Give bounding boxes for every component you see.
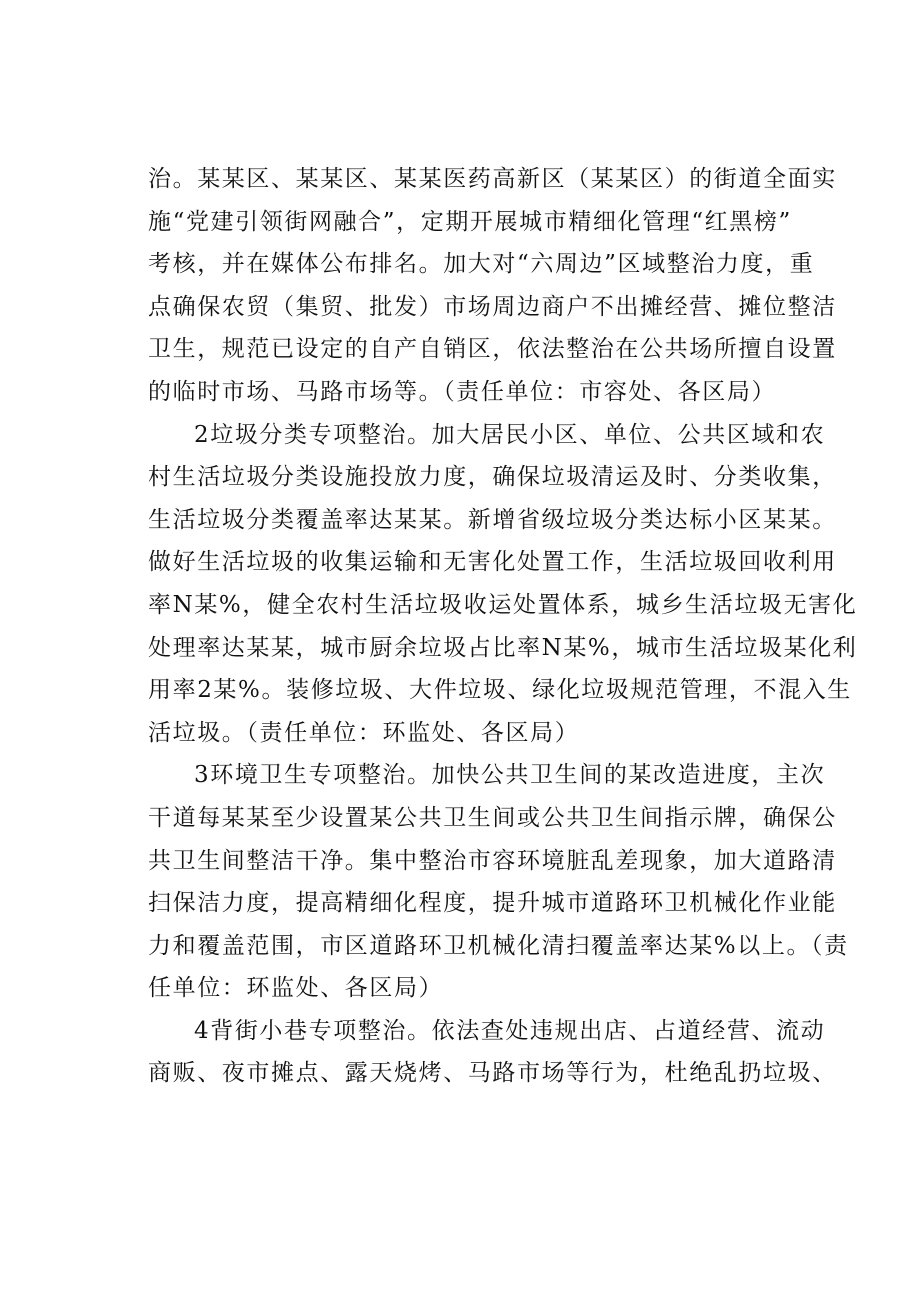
paragraph-start-line: 2垃圾分类专项整治。加大居民小区、单位、公共区域和农 — [194, 421, 826, 448]
text-line: 点确保农贸（集贸、批发）市场周边商户不出摊经营、摊位整洁 — [148, 293, 837, 320]
text-line: 处理率达某某，城市厨余垃圾占比率N某%，城市生活垃圾某化利 — [148, 634, 858, 661]
text-line: 用率2某%。装修垃圾、大件垃圾、绿化垃圾规范管理，不混入生 — [148, 677, 852, 704]
text-line: 村生活垃圾分类设施投放力度，确保垃圾清运及时、分类收集， — [148, 464, 837, 491]
text-line: 商贩、夜市摊点、露天烧烤、马路市场等行为，杜绝乱扔垃圾、 — [148, 1060, 837, 1087]
text-line: 施“党建引领街网融合”，定期开展城市精细化管理“红黑榜” — [148, 208, 792, 235]
text-line: 力和覆盖范围，市区道路环卫机械化清扫覆盖率达某%以上。（责 — [148, 932, 849, 959]
text-line: 生活垃圾分类覆盖率达某某。新增省级垃圾分类达标小区某某。 — [148, 506, 837, 533]
paragraph-start-line: 4背街小巷专项整治。依法查处违规出店、占道经营、流动 — [194, 1017, 826, 1044]
text-line: 的临时市场、马路市场等。（责任单位：市容处、各区局） — [148, 378, 777, 405]
paragraph-start-line: 3环境卫生专项整治。加快公共卫生间的某改造进度，主次 — [194, 762, 826, 789]
text-line: 治。某某区、某某区、某某医药高新区（某某区）的街道全面实 — [148, 166, 837, 192]
document-body — [148, 158, 858, 1095]
text-line: 扫保洁力度，提高精细化程度，提升城市道路环卫机械化作业能 — [148, 890, 837, 917]
text-line: 活垃圾。（责任单位：环监处、各区局） — [148, 719, 580, 746]
text-line: 卫生，规范已设定的自产自销区，依法整治在公共场所擅自设置 — [148, 336, 837, 363]
text-line: 共卫生间整洁干净。集中整治市容环境脏乱差现象，加大道路清 — [148, 847, 837, 874]
text-line: 考核，并在媒体公布排名。加大对“六周边”区域整治力度，重 — [148, 251, 815, 278]
text-line: 做好生活垃圾的收集运输和无害化处置工作，生活垃圾回收利用 — [148, 549, 837, 576]
text-line: 干道每某某至少设置某公共卫生间或公共卫生间指示牌，确保公 — [148, 804, 837, 831]
text-line: 率N某%，健全农村生活垃圾收运处置体系，城乡生活垃圾无害化 — [148, 591, 858, 618]
text-line: 任单位：环监处、各区局） — [148, 975, 444, 1002]
